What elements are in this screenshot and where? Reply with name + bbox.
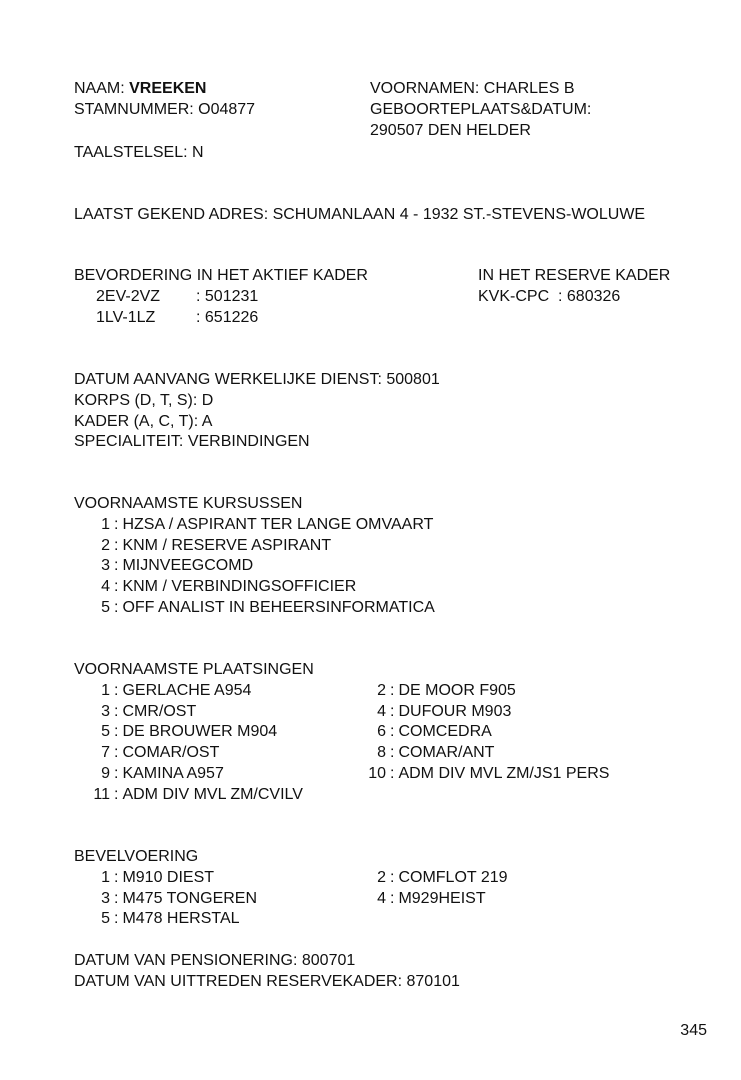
plaatsing-item: 10 : ADM DIV MVL ZM/JS1 PERS [364, 764, 609, 784]
kursus-item: 5 : OFF ANALIST IN BEHEERSINFORMATICA [88, 598, 435, 618]
item-number: 10 [368, 765, 386, 782]
kursus-item: 2 : KNM / RESERVE ASPIRANT [88, 536, 331, 556]
item-text: M910 DIEST [122, 869, 215, 886]
naam-value: VREEKEN [129, 80, 207, 97]
bevordering-actief-title: BEVORDERING IN HET AKTIEF KADER [74, 267, 368, 284]
plaatsing-item: 2 : DE MOOR F905 [364, 681, 516, 701]
plaatsing-item: 7 : COMAR/OST [88, 743, 219, 763]
kursussen-title: VOORNAAMSTE KURSUSSEN [74, 495, 303, 512]
item-number: 2 [377, 869, 386, 886]
specialiteit: SPECIALITEIT: VERBINDINGEN [74, 433, 310, 450]
plaatsing-item: 1 : GERLACHE A954 [88, 681, 251, 701]
item-text: OFF ANALIST IN BEHEERSINFORMATICA [122, 599, 435, 616]
item-number: 7 [101, 744, 110, 761]
kursus-item: 3 : MIJNVEEGCOMD [88, 556, 253, 576]
geboorte-value: 290507 DEN HELDER [370, 122, 531, 139]
item-number: 1 [101, 869, 110, 886]
geboorte-label: GEBOORTEPLAATS&DATUM: [370, 101, 592, 118]
item-text: GERLACHE A954 [122, 682, 252, 699]
item-number: 8 [377, 744, 386, 761]
bevordering-reserve-title: IN HET RESERVE KADER [478, 267, 671, 284]
item-text: COMFLOT 219 [398, 869, 508, 886]
bevelvoering-item: 3 : M475 TONGEREN [88, 889, 257, 909]
bevelvoering-item: 1 : M910 DIEST [88, 868, 214, 888]
item-number: 11 [93, 786, 110, 803]
korps: KORPS (D, T, S): D [74, 392, 214, 409]
bevordering-actief-row [96, 308, 258, 328]
item-text: DUFOUR M903 [398, 703, 512, 720]
bevelvoering-item: 5 : M478 HERSTAL [88, 909, 240, 929]
item-text: KNM / RESERVE ASPIRANT [122, 537, 332, 554]
item-text: KAMINA A957 [122, 765, 224, 782]
item-number: 5 [101, 910, 110, 927]
item-number: 4 [377, 890, 386, 907]
item-text: COMAR/OST [122, 744, 220, 761]
bevordering-code: 1LV-1LZ [96, 309, 156, 326]
kursus-item: 4 : KNM / VERBINDINGSOFFICIER [88, 577, 356, 597]
bevordering-date: : 501231 [196, 288, 259, 305]
plaatsing-item: 6 : COMCEDRA [364, 722, 492, 742]
item-number: 9 [101, 765, 110, 782]
plaatsing-item: 11 : ADM DIV MVL ZM/CVILV [88, 785, 303, 805]
item-number: 4 [101, 578, 110, 595]
datum-pensionering: DATUM VAN PENSIONERING: 800701 [74, 952, 356, 969]
plaatsing-item: 3 : CMR/OST [88, 702, 196, 722]
item-text: DE MOOR F905 [398, 682, 516, 699]
item-text: KNM / VERBINDINGSOFFICIER [122, 578, 357, 595]
item-text: MIJNVEEGCOMD [122, 557, 254, 574]
adres: LAATST GEKEND ADRES: SCHUMANLAAN 4 - 1932 ST.-STEVENS-WOLUWE [74, 206, 646, 223]
kader: KADER (A, C, T): A [74, 413, 213, 430]
naam-label: NAAM: [74, 80, 125, 97]
kursus-item: 1 : HZSA / ASPIRANT TER LANGE OMVAART [88, 515, 433, 535]
bevelvoering-item: 4 : M929HEIST [364, 889, 486, 909]
bevordering-date: : 651226 [196, 309, 259, 326]
item-number: 5 [101, 723, 110, 740]
item-text: HZSA / ASPIRANT TER LANGE OMVAART [122, 516, 434, 533]
taalstelsel: TAALSTELSEL: N [74, 144, 204, 161]
page-number: 345 [680, 1022, 707, 1039]
datum-uittreden: DATUM VAN UITTREDEN RESERVEKADER: 870101 [74, 973, 460, 990]
item-text: ADM DIV MVL ZM/CVILV [122, 786, 303, 803]
item-text: CMR/OST [122, 703, 197, 720]
bevordering-reserve-row: KVK-CPC : 680326 [478, 288, 621, 305]
item-text: ADM DIV MVL ZM/JS1 PERS [398, 765, 610, 782]
item-text: M478 HERSTAL [122, 910, 240, 927]
plaatsing-item: 4 : DUFOUR M903 [364, 702, 511, 722]
plaatsing-item: 8 : COMAR/ANT [364, 743, 494, 763]
plaatsingen-title: VOORNAAMSTE PLAATSINGEN [74, 661, 314, 678]
stamnummer: STAMNUMMER: O04877 [74, 101, 256, 118]
item-text: DE BROUWER M904 [122, 723, 278, 740]
item-number: 1 [101, 682, 110, 699]
voornamen: VOORNAMEN: CHARLES B [370, 80, 575, 97]
bevordering-actief-row [96, 287, 258, 307]
item-number: 4 [377, 703, 386, 720]
plaatsing-item: 5 : DE BROUWER M904 [88, 722, 277, 742]
bevelvoering-title: BEVELVOERING [74, 848, 199, 865]
item-text: M929HEIST [398, 890, 486, 907]
naam-line [74, 79, 206, 99]
plaatsing-item: 9 : KAMINA A957 [88, 764, 224, 784]
datum-aanvang-dienst: DATUM AANVANG WERKELIJKE DIENST: 500801 [74, 371, 440, 388]
item-number: 1 [101, 516, 110, 533]
bevelvoering-item: 2 : COMFLOT 219 [364, 868, 508, 888]
bevordering-code: 2EV-2VZ [96, 288, 161, 305]
item-text: M475 TONGEREN [122, 890, 258, 907]
item-number: 3 [101, 557, 110, 574]
item-text: COMAR/ANT [398, 744, 495, 761]
item-number: 2 [377, 682, 386, 699]
item-number: 3 [101, 890, 110, 907]
item-number: 3 [101, 703, 110, 720]
item-number: 2 [101, 537, 110, 554]
item-number: 5 [101, 599, 110, 616]
item-text: COMCEDRA [398, 723, 492, 740]
item-number: 6 [377, 723, 386, 740]
